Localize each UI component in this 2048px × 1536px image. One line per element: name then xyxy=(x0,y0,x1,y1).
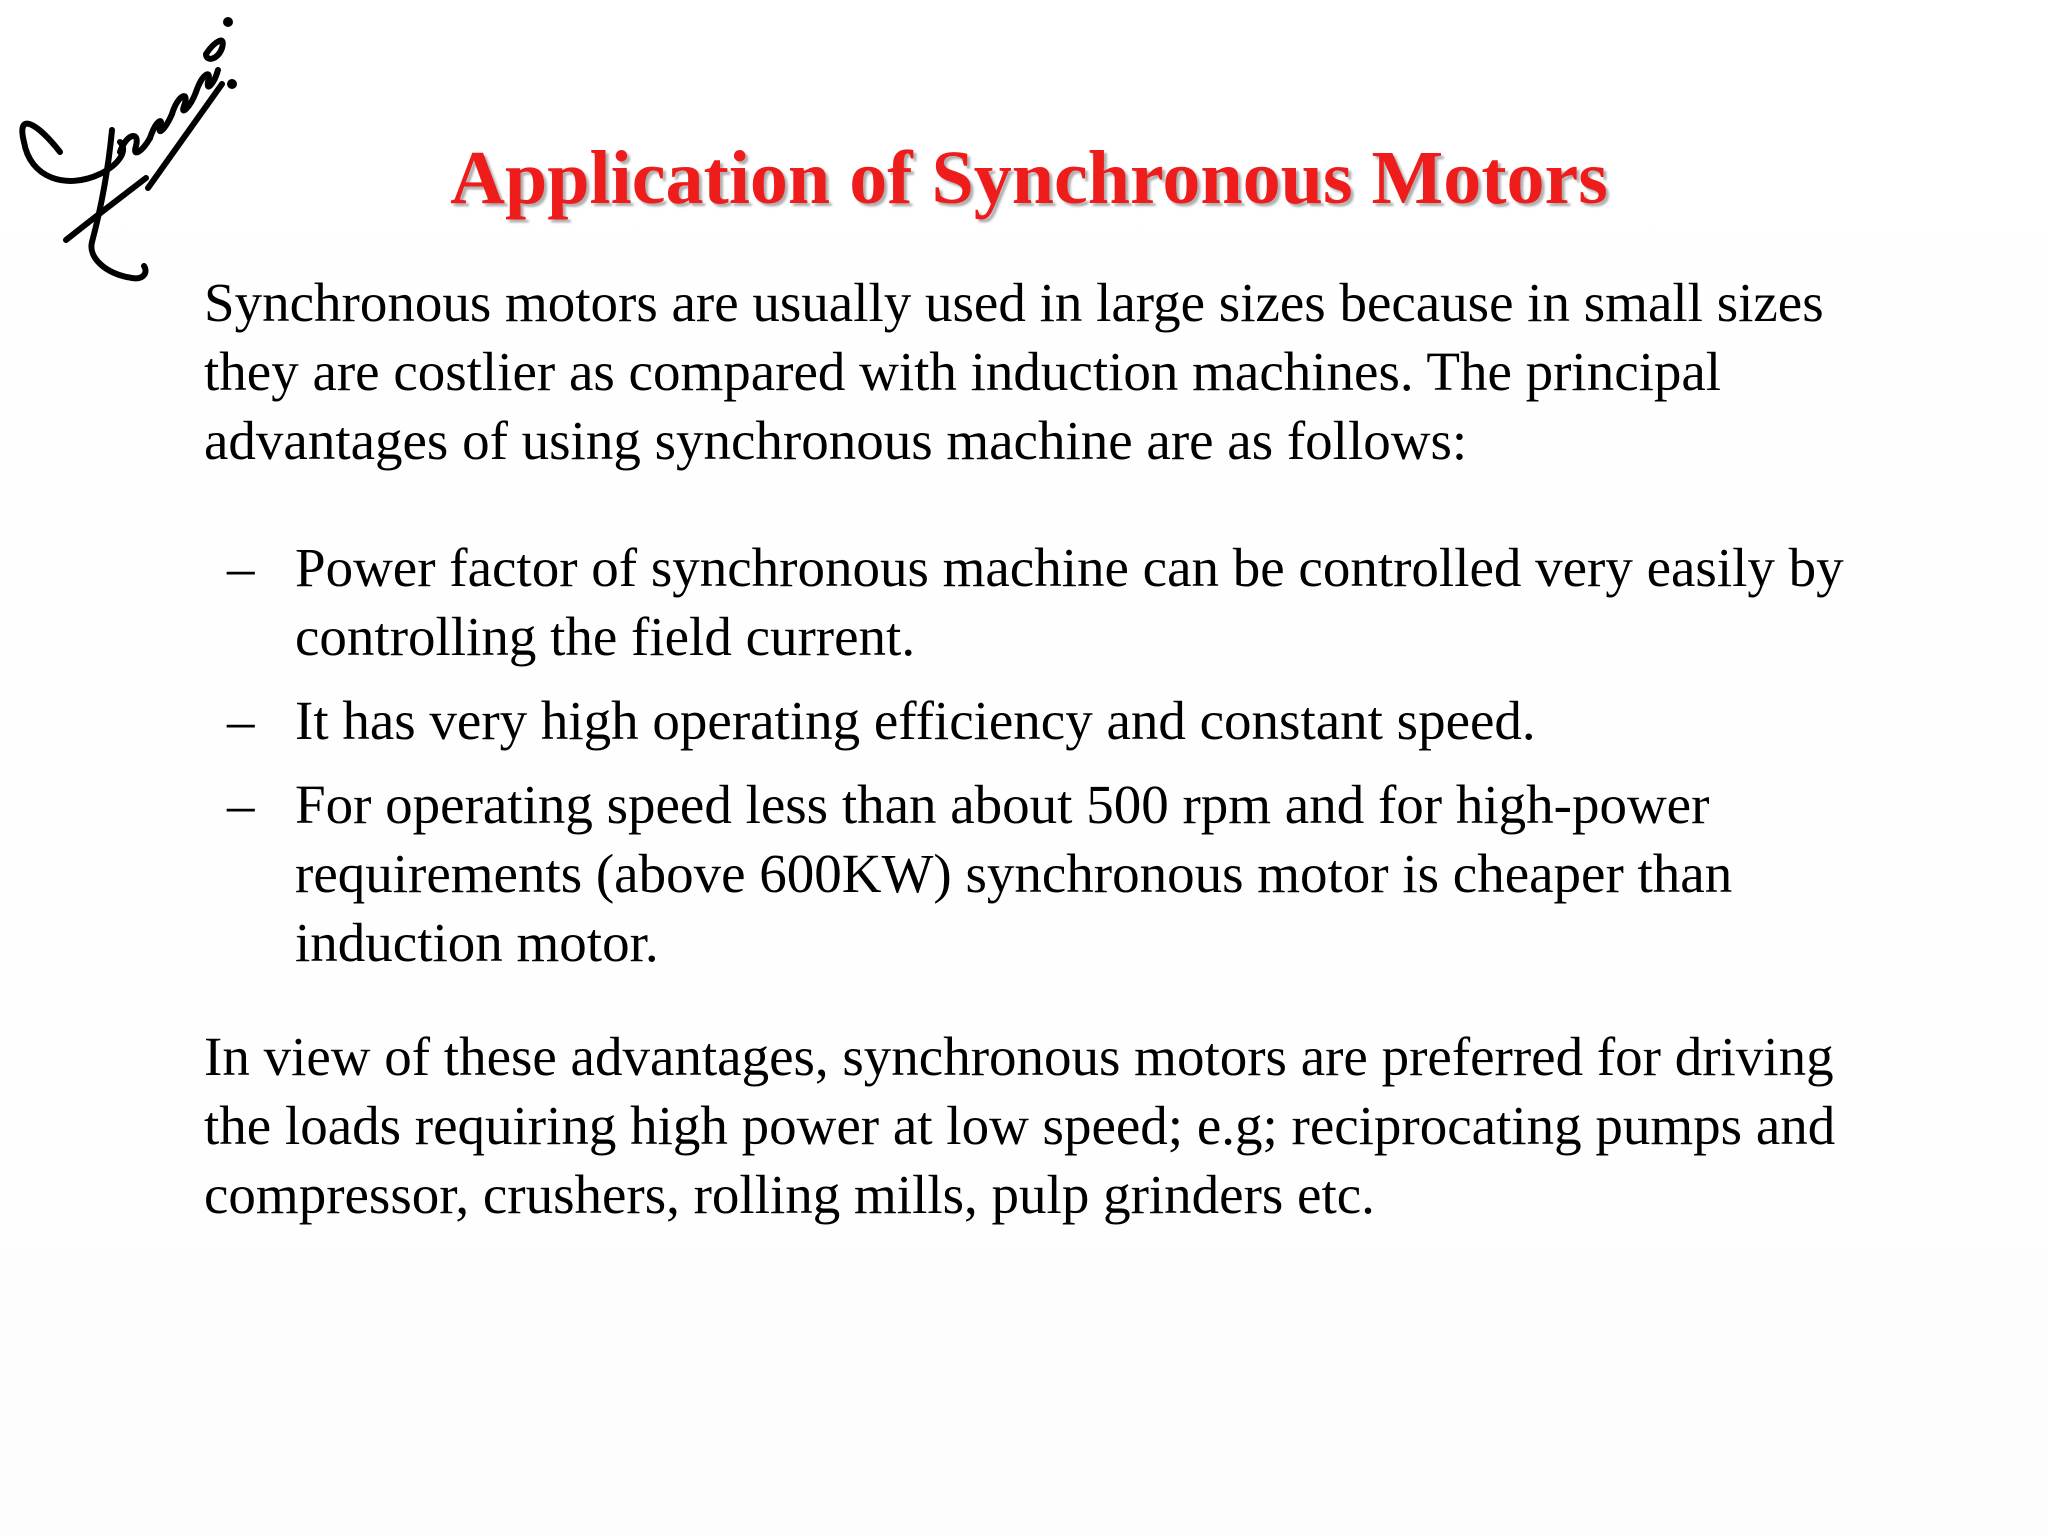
list-item-text: It has very high operating efficiency and constant speed. xyxy=(295,690,1536,751)
dash-bullet-icon: – xyxy=(227,537,255,598)
list-item xyxy=(204,533,1904,671)
slide-body xyxy=(204,268,1904,1229)
dash-bullet-icon: – xyxy=(227,774,255,835)
list-item xyxy=(204,686,1904,755)
list-item xyxy=(204,770,1904,977)
closing-paragraph: In view of these advantages, synchronous motors are preferred for driving the loads requiring high power at low speed; e.g; reciprocating pumps and compressor, crushers, rolling mills, pulp grinders etc. xyxy=(204,1026,1836,1225)
advantages-list xyxy=(204,533,1904,977)
dash-bullet-icon: – xyxy=(227,690,255,751)
list-item-text: For operating speed less than about 500 rpm and for high-power requirements (above 600KW) synchronous motor is cheaper than induction motor. xyxy=(295,774,1733,973)
list-item-text: Power factor of synchronous machine can be controlled very easily by controlling the field current. xyxy=(295,537,1844,667)
intro-paragraph: Synchronous motors are usually used in large sizes because in small sizes they are costlier as compared with induction machines. The principal advantages of using synchronous machine are as follows: xyxy=(204,272,1824,471)
slide-title: Application of Synchronous Motors xyxy=(450,135,1608,220)
